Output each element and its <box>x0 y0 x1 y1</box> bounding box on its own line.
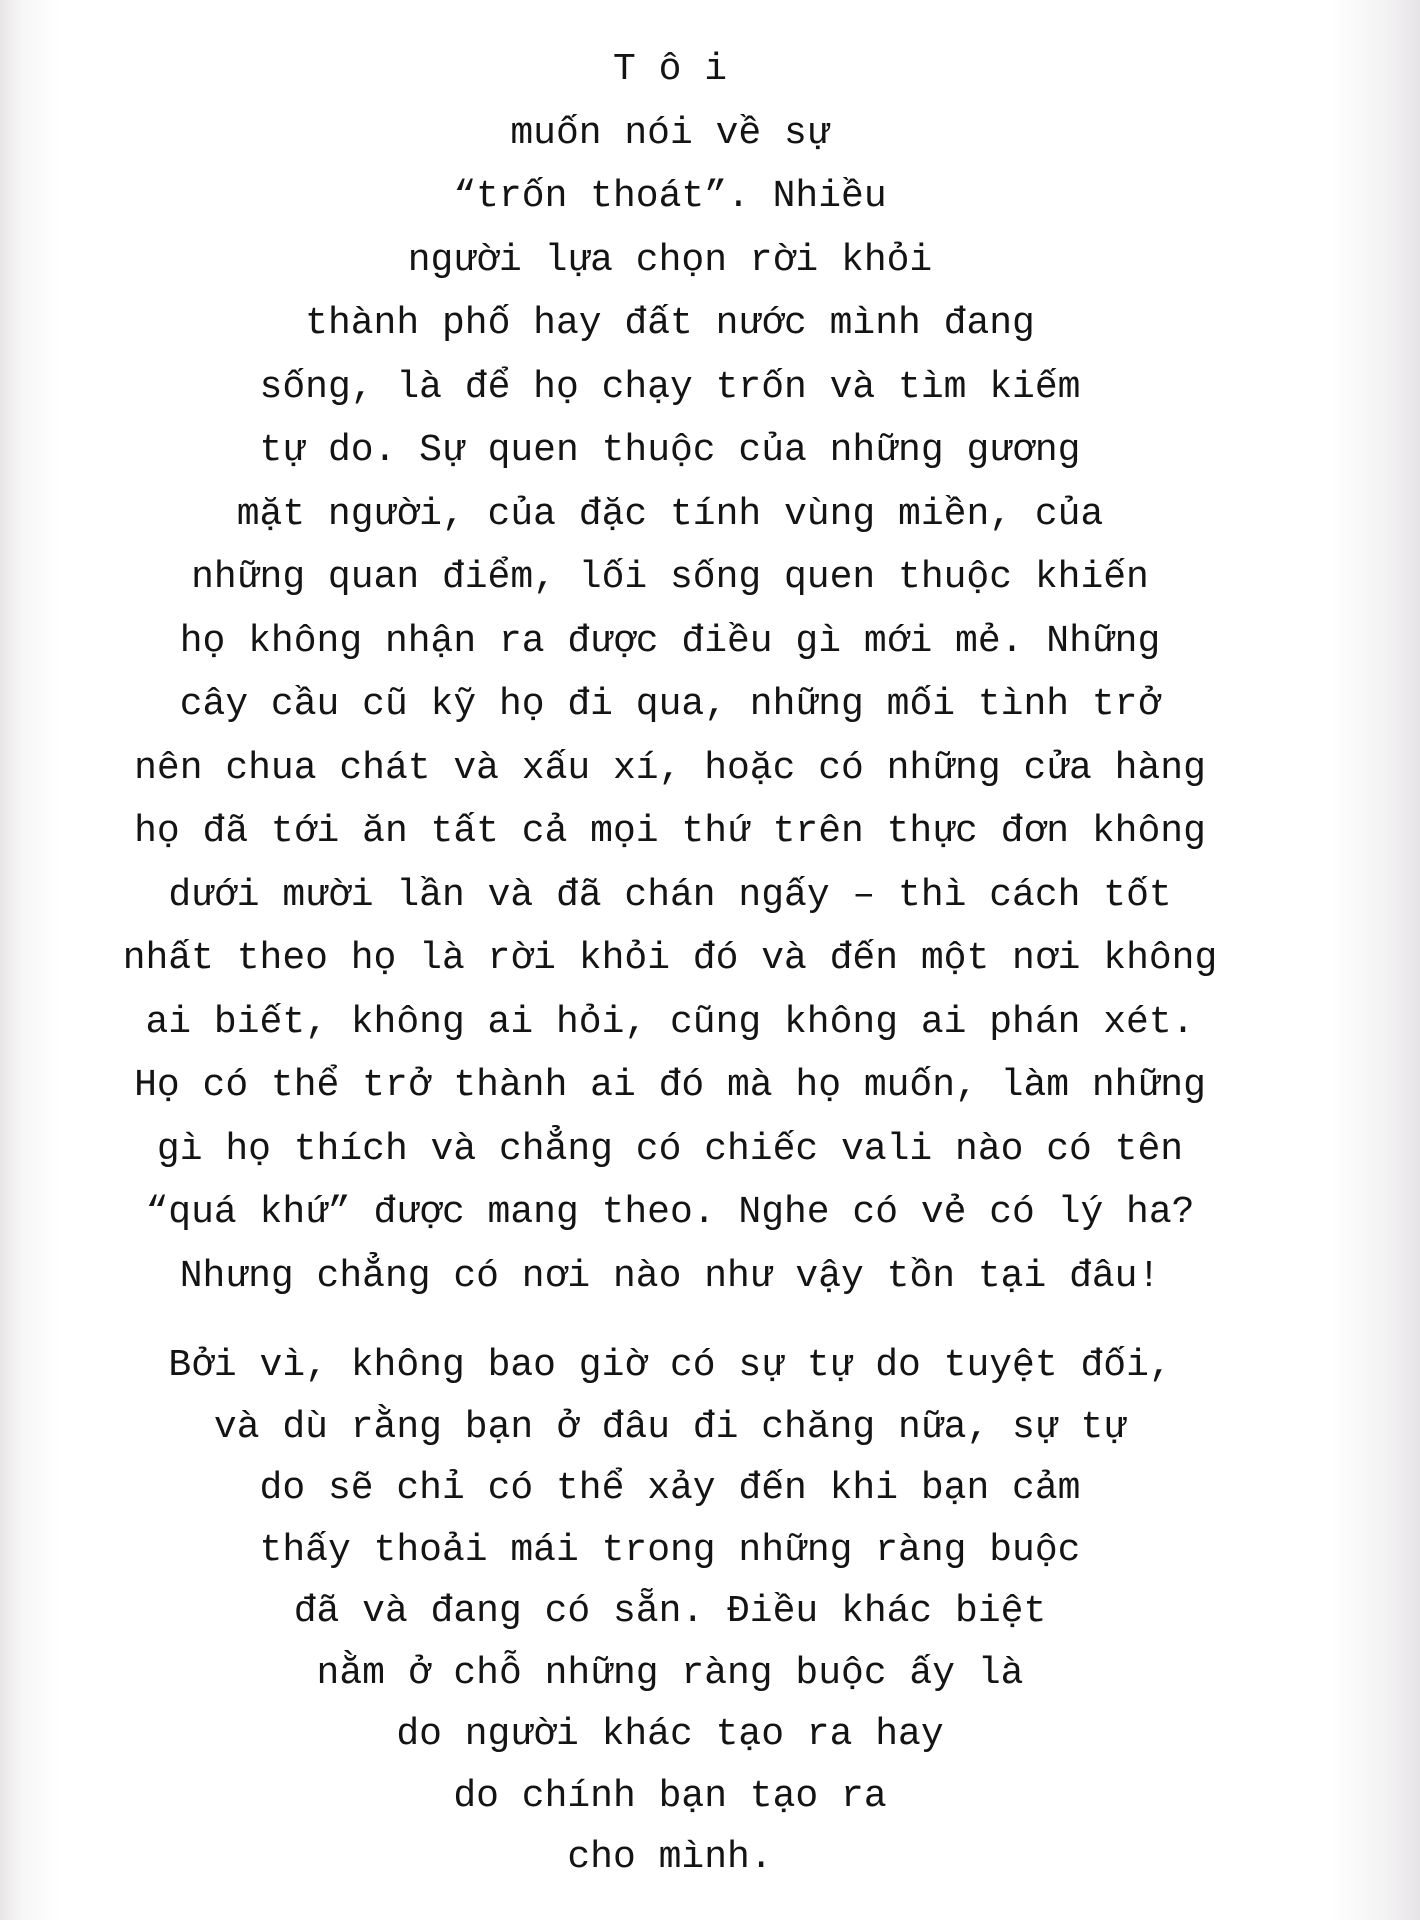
text-line: thành phố hay đất nước mình đang <box>305 302 1035 345</box>
text-line: nên chua chát và xấu xí, hoặc có những cửa hàng <box>134 746 1206 790</box>
text-line: Nhưng chẳng có nơi nào như vậy tồn tại đâu! <box>179 1254 1161 1298</box>
text-line: nằm ở chỗ những ràng buộc ấy là <box>316 1651 1024 1695</box>
text-line: đã và đang có sẵn. Điều khác biệt <box>293 1590 1047 1633</box>
text-line: mặt người, của đặc tính vùng miền, của <box>236 492 1104 536</box>
paragraph-2 <box>40 1335 1300 1889</box>
text-line: do người khác tạo ra hay <box>396 1713 944 1756</box>
text-line: cây cầu cũ kỹ họ đi qua, những mối tình trở <box>179 683 1161 726</box>
text-line: Bởi vì, không bao giờ có sự tự do tuyệt đối, <box>168 1344 1172 1387</box>
text-line: thấy thoải mái trong những ràng buộc <box>259 1528 1081 1572</box>
text-line: do sẽ chỉ có thể xảy đến khi bạn cảm <box>259 1467 1081 1510</box>
text-line: và dù rằng bạn ở đâu đi chăng nữa, sự tự <box>213 1405 1127 1449</box>
text-line: gì họ thích và chẳng có chiếc vali nào có tên <box>156 1127 1184 1171</box>
text-line: do chính bạn tạo ra <box>453 1774 887 1818</box>
text-line: tự do. Sự quen thuộc của những gương <box>259 429 1081 472</box>
text-line: T ô i <box>612 48 728 91</box>
text-line: Họ có thể trở thành ai đó mà họ muốn, làm những <box>134 1064 1206 1107</box>
text-line: “quá khứ” được mang theo. Nghe có vẻ có lý ha? <box>145 1191 1195 1234</box>
text-line: cho mình. <box>567 1836 773 1879</box>
text-line: người lựa chọn rời khỏi <box>407 238 933 282</box>
paragraph-1 <box>40 38 1300 1308</box>
text-line: muốn nói về sự <box>510 111 830 155</box>
text-line: dưới mười lần và đã chán ngấy – thì cách tốt <box>168 873 1172 917</box>
text-line: họ không nhận ra được điều gì mới mẻ. Những <box>179 619 1161 663</box>
text-line: ai biết, không ai hỏi, cũng không ai phán xét. <box>145 1000 1195 1044</box>
text-line: những quan điểm, lối sống quen thuộc khiến <box>191 556 1149 599</box>
text-line: nhất theo họ là rời khỏi đó và đến một nơi không <box>122 937 1218 980</box>
text-line: sống, là để họ chạy trốn và tìm kiếm <box>259 365 1081 409</box>
text-line: “trốn thoát”. Nhiều <box>453 175 887 218</box>
text-line: họ đã tới ăn tất cả mọi thứ trên thực đơn không <box>134 810 1206 853</box>
